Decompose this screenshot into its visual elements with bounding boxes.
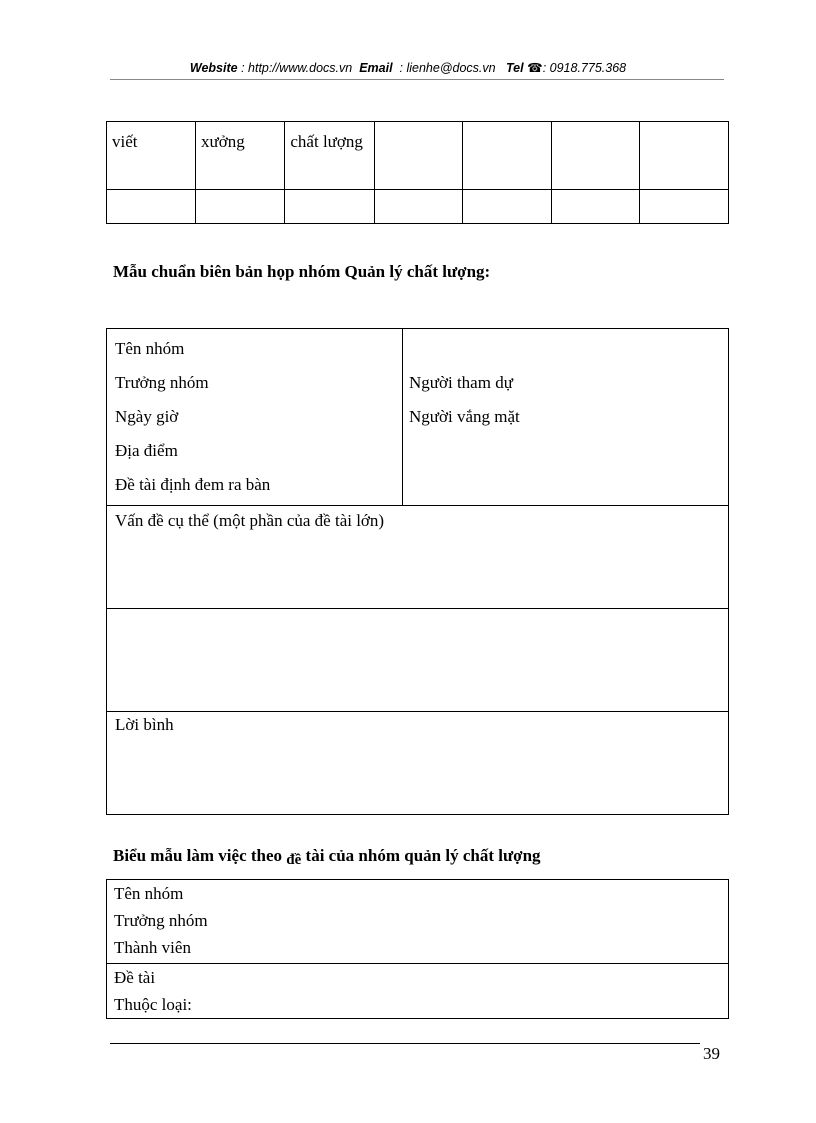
issue-cell — [107, 506, 729, 609]
field-members: Thành viên — [114, 938, 191, 957]
table-cell — [285, 190, 374, 224]
website-value[interactable]: : http://www.docs.vn — [241, 61, 353, 75]
table-row — [107, 712, 729, 815]
table-row — [107, 506, 729, 609]
table-row — [107, 964, 729, 1019]
table-cell: chất lượng — [285, 122, 374, 190]
field-date-time: Ngày giờ — [115, 407, 179, 426]
field-attendees: Người tham dự — [409, 373, 513, 392]
comment-label: Lời bình — [115, 715, 174, 734]
topic-cell — [107, 964, 729, 1019]
page-header — [0, 60, 816, 75]
title-part-2: tài của nhóm quản lý chất lượng — [305, 846, 541, 865]
phone-icon: ☎ — [527, 61, 543, 75]
table-cell — [551, 190, 640, 224]
tel-label: Tel — [506, 61, 524, 75]
table-cell — [640, 122, 729, 190]
field-category: Thuộc loại: — [114, 995, 192, 1014]
tel-value: : 0918.775.368 — [542, 61, 627, 75]
section-title-work-form — [113, 846, 541, 866]
table-cell — [463, 122, 552, 190]
table-cell — [196, 190, 285, 224]
field-topic: Đề tài định đem ra bàn — [115, 475, 271, 494]
field-group-leader: Trưởng nhóm — [115, 373, 209, 392]
title-sub: đề — [286, 852, 302, 868]
table-row — [107, 880, 729, 964]
title-part-1: Biểu mẫu làm việc theo — [113, 846, 283, 865]
group-info-cell — [107, 880, 729, 964]
attendance-lines — [403, 329, 728, 437]
group-info-lines — [107, 880, 728, 961]
field-absentees: Người vắng mặt — [409, 407, 520, 426]
table-row — [107, 190, 729, 224]
field-group-leader: Trưởng nhóm — [114, 911, 208, 930]
field-location: Địa điểm — [115, 441, 178, 460]
table-cell: xưởng — [196, 122, 285, 190]
table-cell — [551, 122, 640, 190]
table-cell — [463, 190, 552, 224]
page-number: 39 — [703, 1044, 720, 1063]
table-cell — [640, 190, 729, 224]
section-title-meeting-minutes: Mẫu chuẩn biên bản họp nhóm Quản lý chất lượng: — [113, 262, 491, 281]
footer-divider — [110, 1043, 700, 1044]
table-cell — [107, 190, 196, 224]
table-cell: viết — [107, 122, 196, 190]
table-cell — [374, 122, 463, 190]
field-group-name: Tên nhóm — [114, 884, 184, 903]
comment-cell — [107, 712, 729, 815]
email-value[interactable]: : lienhe@docs.vn — [399, 61, 496, 75]
meeting-minutes-table — [106, 328, 729, 815]
meeting-info-lines — [107, 329, 402, 505]
issue-label: Vấn đề cụ thể (một phần của đề tài lớn) — [115, 511, 385, 530]
field-topic: Đề tài — [114, 968, 156, 987]
email-label: Email — [359, 61, 393, 75]
table-row — [107, 609, 729, 712]
field-group-name: Tên nhóm — [115, 339, 185, 358]
topic-lines — [107, 964, 728, 1018]
header-divider — [110, 79, 724, 80]
attendance-cell — [403, 329, 729, 506]
blank-cell — [107, 609, 729, 712]
table-row — [107, 122, 729, 190]
website-label: Website — [189, 61, 238, 75]
meeting-info-cell — [107, 329, 403, 506]
continuation-table — [106, 121, 729, 224]
table-cell — [374, 190, 463, 224]
work-form-table — [106, 879, 729, 1019]
table-row — [107, 329, 729, 506]
